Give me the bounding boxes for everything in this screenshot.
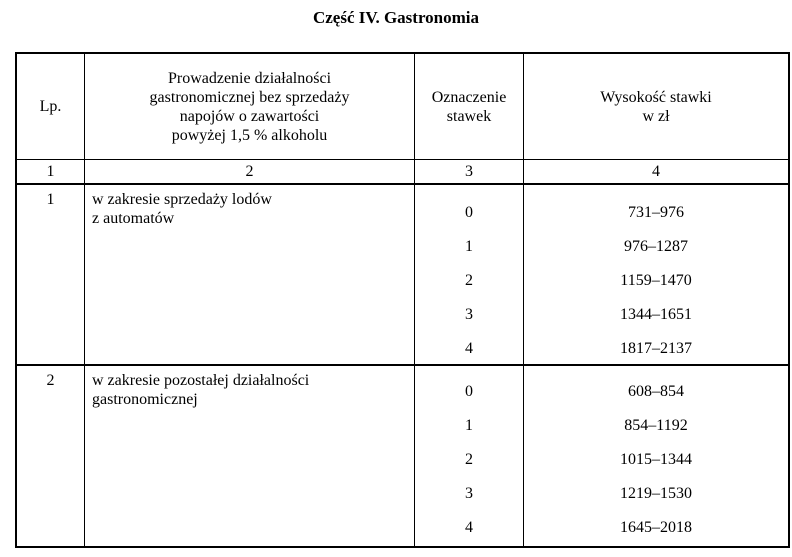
header-activity-line: gastronomicznej bez sprzedaży (149, 88, 350, 106)
row-description-line: w zakresie pozostałej działalności (92, 372, 310, 389)
rate-code: 4 (465, 340, 473, 357)
page-title: Część IV. Gastronomia (312, 8, 480, 27)
rate-code: 2 (465, 272, 473, 289)
row-description-line: w zakresie sprzedaży lodów (92, 191, 272, 208)
row-description (92, 190, 412, 228)
row-description (92, 371, 412, 409)
rate-code: 2 (465, 451, 473, 468)
rate-value: 1817–2137 (620, 340, 692, 357)
rate-code: 3 (465, 306, 473, 323)
rate-value: 854–1192 (624, 417, 688, 434)
rate-value: 1645–2018 (620, 519, 692, 536)
header-divider (17, 159, 788, 160)
rate-value: 608–854 (628, 383, 684, 400)
row-description-line: z automatów (92, 210, 175, 227)
rate-code: 1 (465, 417, 473, 434)
rate-value: 976–1287 (624, 238, 688, 255)
header-activity-line: powyżej 1,5 % alkoholu (171, 126, 328, 144)
rate-value: 731–976 (628, 204, 684, 221)
header-rate-amount (524, 54, 788, 159)
rate-value: 1344–1651 (620, 306, 692, 323)
rate-value: 1015–1344 (620, 451, 692, 468)
header-activity-line: Prowadzenie działalności (167, 69, 332, 87)
column-number: 2 (245, 163, 254, 180)
row-description-line: gastronomicznej (92, 391, 198, 408)
header-lp-label: Lp. (39, 98, 62, 115)
header-rate-code-line: stawek (446, 107, 492, 125)
rate-code: 4 (465, 519, 473, 536)
row-divider (17, 364, 788, 366)
row-lp: 1 (46, 191, 55, 208)
header-rate-code-line: Oznaczenie (431, 88, 507, 106)
rate-code: 0 (465, 383, 473, 400)
column-number: 1 (46, 163, 55, 180)
rate-value: 1159–1470 (620, 272, 692, 289)
header-activity (85, 54, 414, 159)
row-lp: 2 (46, 372, 55, 389)
numbering-divider (17, 183, 788, 185)
header-rate-amount-line: Wysokość stawki (600, 88, 712, 106)
rate-code: 3 (465, 485, 473, 502)
rate-value: 1219–1530 (620, 485, 692, 502)
rate-code: 1 (465, 238, 473, 255)
rate-code: 0 (465, 204, 473, 221)
column-number: 3 (465, 163, 473, 180)
header-rate-amount-line: w zł (642, 107, 670, 125)
column-number: 4 (652, 163, 660, 180)
header-activity-line: napojów o zawartości (179, 107, 320, 125)
header-rate-code (415, 54, 523, 159)
rates-table (15, 52, 790, 548)
header-lp (17, 54, 84, 159)
